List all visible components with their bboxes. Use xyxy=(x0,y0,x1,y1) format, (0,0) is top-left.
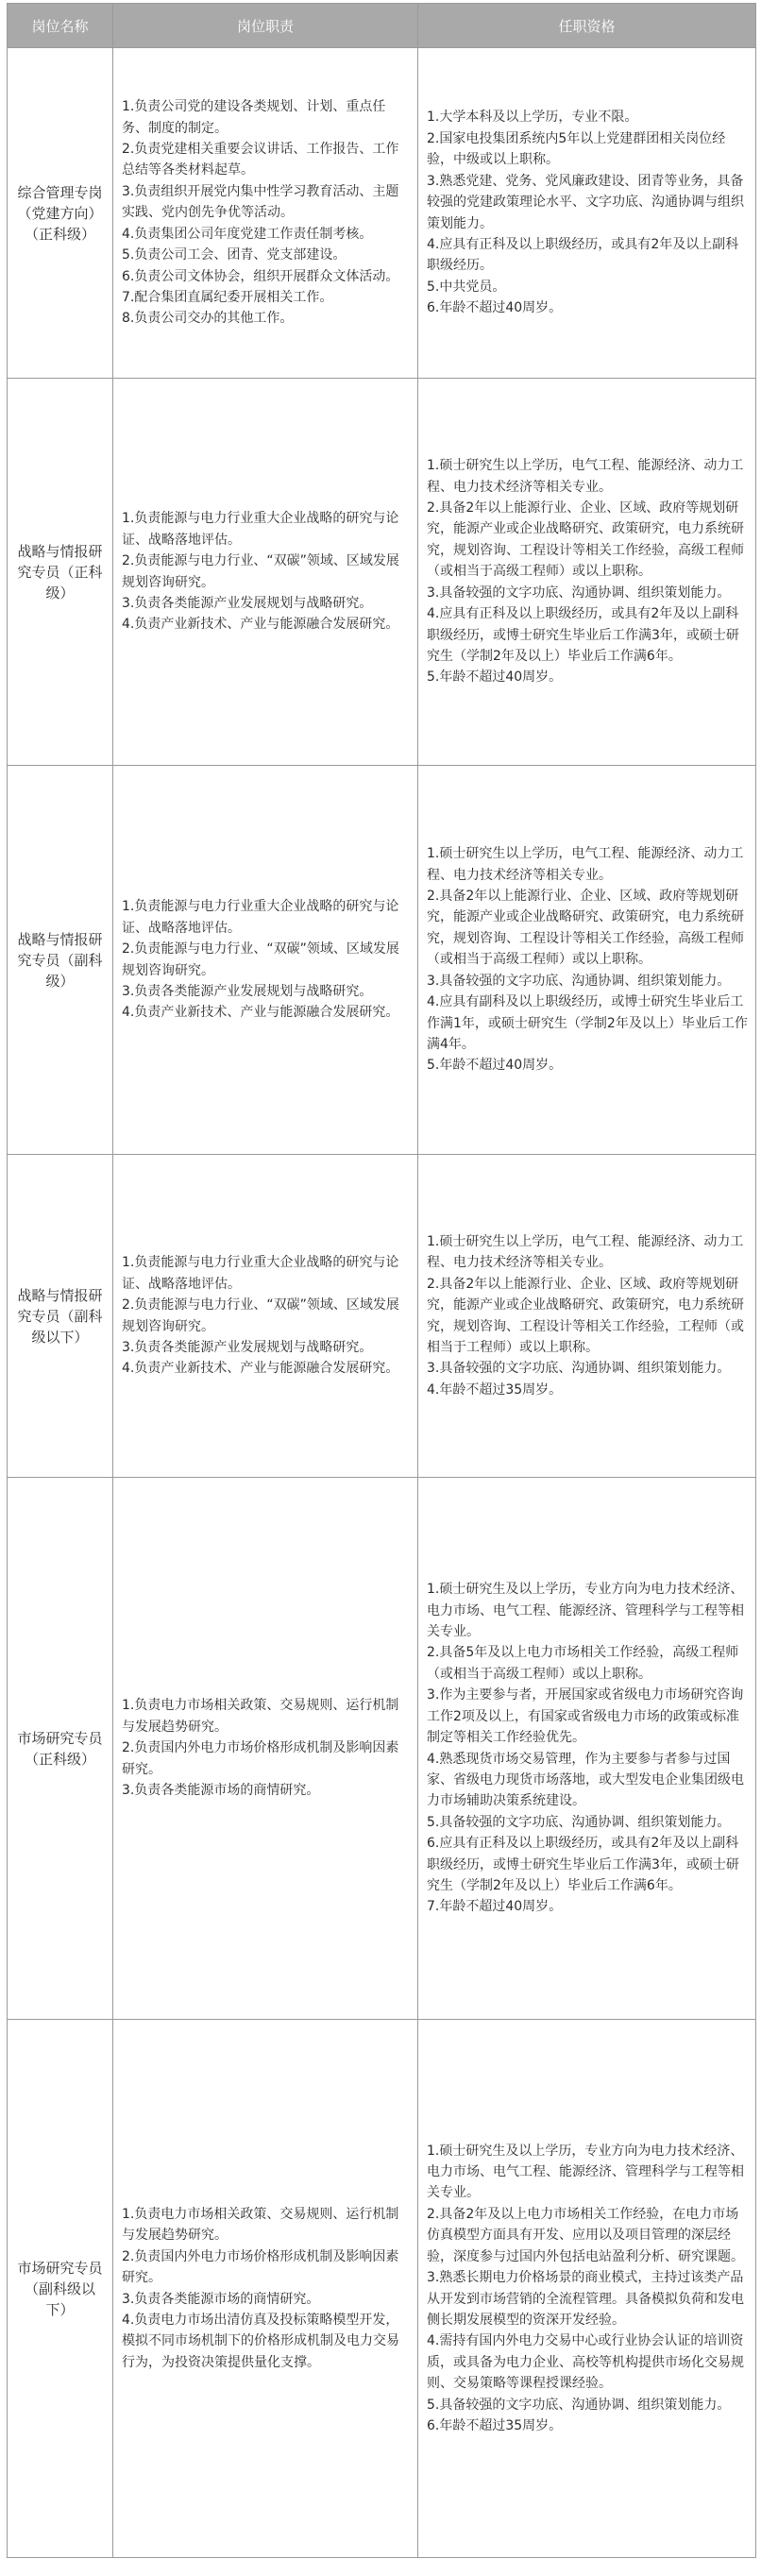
qualification-item: 3.熟悉党建、党务、党风廉政建设、团青等业务，具备较强的党建政策理论水平、文字功底、沟通协调与组织策划能力。 xyxy=(427,173,744,231)
qualification-item: 5.中共党员。 xyxy=(427,279,506,295)
duty-item: 2.负责能源与电力行业、“双碳”领域、区域发展规划咨询研究。 xyxy=(122,1297,399,1334)
duty-item: 3.负责各类能源产业发展规划与战略研究。 xyxy=(122,1339,373,1355)
position-name-cell: 战略与情报研究专员（副科级以下） xyxy=(8,1155,113,1478)
table-row xyxy=(8,1155,756,1478)
qualification-item: 3.熟悉长期电力价格场景的商业模式，主持过该类产品从开发到市场营销的全流程管理。具备模拟负荷和发电侧长期发展模型的资深开发经验。 xyxy=(427,2270,744,2328)
duty-item: 3.负责各类能源市场的商情研究。 xyxy=(122,1783,320,1799)
duty-item: 2.负责能源与电力行业、“双碳”领域、区域发展规划咨询研究。 xyxy=(122,941,399,978)
qualification-item: 4.熟悉现货市场交易管理，作为主要参与者参与过国家、省级电力现货市场落地，或大型发电企业集团级电力市场辅助决策系统建设。 xyxy=(427,1751,744,1809)
qualification-item: 5.具备较强的文字功底、沟通协调、组织策划能力。 xyxy=(427,2397,731,2413)
qualification-item: 7.年龄不超过40周岁。 xyxy=(427,1899,563,1915)
position-name-cell: 市场研究专员（副科级以下） xyxy=(8,2020,113,2558)
qualification-item: 4.应具有正科及以上职级经历，或具有2年及以上副科职级经历，或博士研究生毕业后工作满3年，或硕士研究生（学制2年及以上）毕业后工作满6年。 xyxy=(427,606,739,664)
qualification-item: 2.具备2年以上能源行业、企业、区域、政府等规划研究，能源产业或企业战略研究、政策研究，电力系统研究，规划咨询、工程设计等相关工作经验，工程师（或相当于工程师）或以上职称。 xyxy=(427,1276,744,1355)
qualifications-cell xyxy=(418,48,756,379)
qualification-item: 2.具备2年及以上电力市场相关工作经验，在电力市场仿真模型方面具有开发、应用以及项目管理的深层经验，深度参与过国内外包括电站盈利分析、研究课题。 xyxy=(427,2206,744,2264)
duty-item: 4.负责电力市场出清仿真及投标策略模型开发，模拟不同市场机制下的价格形成机制及电力交易行为，为投资决策提供量化支撑。 xyxy=(122,2312,399,2370)
duty-item: 4.负责产业新技术、产业与能源融合发展研究。 xyxy=(122,1361,399,1377)
duties-cell xyxy=(113,1478,418,2020)
duty-item: 3.负责各类能源市场的商情研究。 xyxy=(122,2291,320,2307)
qualification-item: 1.硕士研究生及以上学历，专业方向为电力技术经济、电力市场、电气工程、能源经济、管理科学与工程等相关专业。 xyxy=(427,2143,744,2201)
qualifications-cell xyxy=(418,2020,756,2558)
job-table xyxy=(7,3,756,2558)
qualification-item: 1.硕士研究生以上学历，电气工程、能源经济、动力工程、电力技术经济等相关专业。 xyxy=(427,1233,744,1271)
table-row xyxy=(8,1478,756,2020)
qualification-item: 5.年龄不超过40周岁。 xyxy=(427,1058,563,1074)
duty-item: 3.负责组织开展党内集中性学习教育活动、主题实践、党内创先争优等活动。 xyxy=(122,183,399,221)
qualification-item: 4.年龄不超过35周岁。 xyxy=(427,1381,563,1398)
duty-item: 2.负责能源与电力行业、“双碳”领域、区域发展规划咨询研究。 xyxy=(122,553,399,590)
qualification-item: 6.应具有正科及以上职级经历，或具有2年及以上副科职级经历，或博士研究生毕业后工作满3年，或硕士研究生（学制2年及以上）毕业后工作满6年。 xyxy=(427,1836,739,1893)
duty-item: 1.负责电力市场相关政策、交易规则、运行机制与发展趋势研究。 xyxy=(122,2206,399,2244)
duties-cell xyxy=(113,766,418,1155)
qualification-item: 3.具备较强的文字功底、沟通协调、组织策划能力。 xyxy=(427,585,731,601)
duties-cell xyxy=(113,48,418,379)
duty-item: 1.负责能源与电力行业重大企业战略的研究与论证、战略落地评估。 xyxy=(122,899,399,936)
qualification-item: 2.具备2年以上能源行业、企业、区域、政府等规划研究，能源产业或企业战略研究、政策研究，电力系统研究，规划咨询、工程设计等相关工作经验，高级工程师（或相当于高级工程师）或以上职称。 xyxy=(427,889,744,968)
duty-item: 1.负责电力市场相关政策、交易规则、运行机制与发展趋势研究。 xyxy=(122,1698,399,1735)
duty-item: 4.负责产业新技术、产业与能源融合发展研究。 xyxy=(122,1005,399,1021)
duty-item: 6.负责公司文体协会，组织开展群众文体活动。 xyxy=(122,268,399,284)
duty-item: 3.负责各类能源产业发展规划与战略研究。 xyxy=(122,983,373,999)
qualifications-cell xyxy=(418,1155,756,1478)
duties-cell xyxy=(113,379,418,766)
qualification-item: 1.硕士研究生以上学历，电气工程、能源经济、动力工程、电力技术经济等相关专业。 xyxy=(427,846,744,883)
duties-cell xyxy=(113,1155,418,1478)
position-name-cell: 综合管理专岗（党建方向）（正科级） xyxy=(8,48,113,379)
duty-item: 1.负责能源与电力行业重大企业战略的研究与论证、战略落地评估。 xyxy=(122,511,399,548)
table-row xyxy=(8,2020,756,2558)
duties-cell xyxy=(113,2020,418,2558)
header-position-name: 岗位名称 xyxy=(8,4,113,48)
duty-item: 1.负责能源与电力行业重大企业战略的研究与论证、战略落地评估。 xyxy=(122,1255,399,1292)
header-qualifications: 任职资格 xyxy=(418,4,756,48)
qualification-item: 4.应具有副科及以上职级经历，或博士研究生毕业后工作满1年，或硕士研究生（学制2年及以上）毕业后工作满4年。 xyxy=(427,994,748,1052)
qualification-item: 2.具备5年及以上电力市场相关工作经验，高级工程师（或相当于高级工程师）或以上职称。 xyxy=(427,1645,739,1682)
table-header-row xyxy=(8,4,756,48)
qualifications-cell xyxy=(418,1478,756,2020)
header-duties: 岗位职责 xyxy=(113,4,418,48)
duty-item: 1.负责公司党的建设各类规划、计划、重点任务、制度的制定。 xyxy=(122,99,386,136)
position-name-cell: 战略与情报研究专员（正科级） xyxy=(8,379,113,766)
duty-item: 4.负责集团公司年度党建工作责任制考核。 xyxy=(122,226,373,242)
duty-item: 5.负责公司工会、团青、党支部建设。 xyxy=(122,247,347,263)
qualification-item: 3.作为主要参与者，开展国家或省级电力市场研究咨询工作2项及以上，有国家或省级电力市场的政策或标准制定等相关工作经验优先。 xyxy=(427,1687,744,1746)
qualification-item: 2.具备2年以上能源行业、企业、区域、政府等规划研究，能源产业或企业战略研究、政策研究，电力系统研究，规划咨询、工程设计等相关工作经验，高级工程师（或相当于高级工程师）或以上职称。 xyxy=(427,500,744,580)
duty-item: 8.负责公司交办的其他工作。 xyxy=(122,311,294,327)
qualification-item: 4.应具有正科及以上职级经历，或具有2年及以上副科职级经历。 xyxy=(427,236,739,274)
qualifications-cell xyxy=(418,379,756,766)
qualification-item: 6.年龄不超过35周岁。 xyxy=(427,2417,563,2433)
position-name-cell: 市场研究专员（正科级） xyxy=(8,1478,113,2020)
qualification-item: 3.具备较强的文字功底、沟通协调、组织策划能力。 xyxy=(427,1361,731,1377)
table-row xyxy=(8,379,756,766)
qualification-item: 4.需持有国内外电力交易中心或行业协会认证的培训资质，或具备为电力企业、高校等机构提供市场化交易规则、交易策略等课程授课经验。 xyxy=(427,2333,744,2392)
table-row xyxy=(8,48,756,379)
duty-item: 2.负责党建相关重要会议讲话、工作报告、工作总结等各类材料起草。 xyxy=(122,142,399,178)
qualification-item: 5.具备较强的文字功底、沟通协调、组织策划能力。 xyxy=(427,1814,731,1830)
qualification-item: 6.年龄不超过40周岁。 xyxy=(427,300,563,316)
duty-item: 3.负责各类能源产业发展规划与战略研究。 xyxy=(122,595,373,611)
position-name-cell: 战略与情报研究专员（副科级） xyxy=(8,766,113,1155)
qualification-item: 1.硕士研究生以上学历，电气工程、能源经济、动力工程、电力技术经济等相关专业。 xyxy=(427,458,744,495)
duty-item: 2.负责国内外电力市场价格形成机制及影响因素研究。 xyxy=(122,1740,399,1777)
duty-item: 7.配合集团直属纪委开展相关工作。 xyxy=(122,289,333,305)
qualification-item: 3.具备较强的文字功底、沟通协调、组织策划能力。 xyxy=(427,973,731,989)
duty-item: 2.负责国内外电力市场价格形成机制及影响因素研究。 xyxy=(122,2248,399,2286)
qualifications-cell xyxy=(418,766,756,1155)
qualification-item: 1.硕士研究生及以上学历，专业方向为电力技术经济、电力市场、电气工程、能源经济、管理科学与工程等相关专业。 xyxy=(427,1582,744,1640)
qualification-item: 1.大学本科及以上学历，专业不限。 xyxy=(427,110,638,126)
qualification-item: 5.年龄不超过40周岁。 xyxy=(427,669,563,686)
duty-item: 4.负责产业新技术、产业与能源融合发展研究。 xyxy=(122,617,399,633)
table-row xyxy=(8,766,756,1155)
qualification-item: 2.国家电投集团系统内5年以上党建群团相关岗位经验，中级或以上职称。 xyxy=(427,130,726,168)
